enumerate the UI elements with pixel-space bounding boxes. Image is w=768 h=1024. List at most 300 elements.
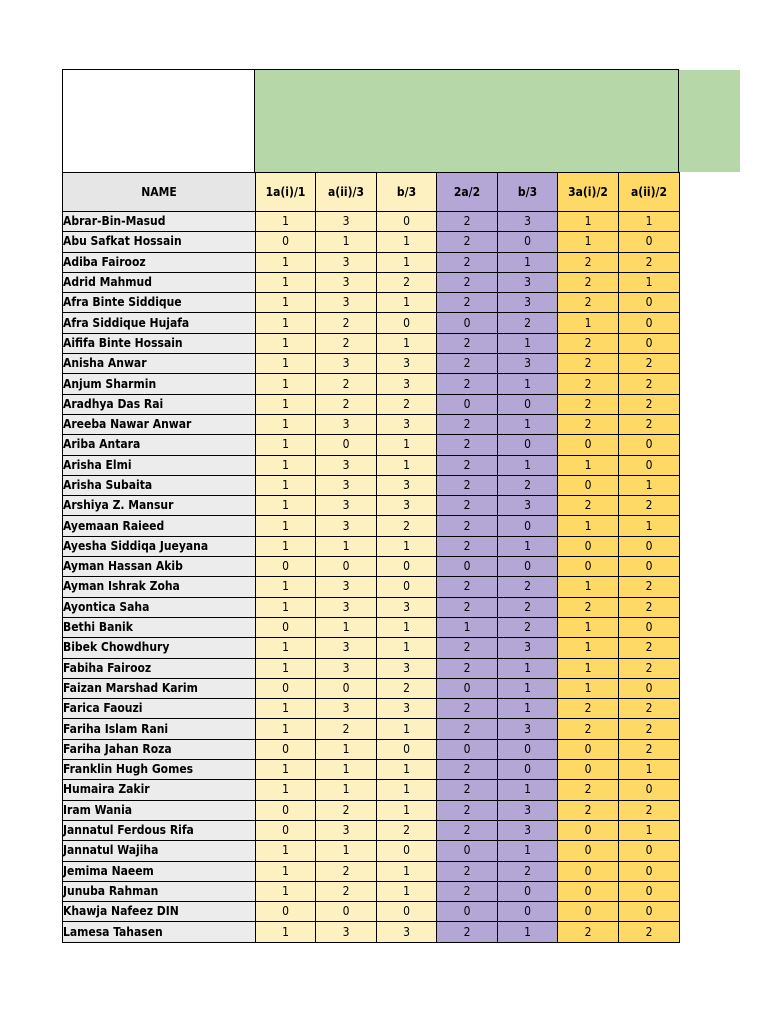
score-cell[interactable]: 0 [316,435,377,455]
score-cell[interactable]: 1 [256,496,316,516]
column-header-q1ai[interactable]: 1a(i)/1 [256,173,316,212]
score-cell[interactable]: 0 [619,678,680,698]
student-name-cell[interactable]: Afra Siddique Hujafa [63,313,256,333]
score-cell[interactable]: 1 [498,780,558,800]
score-cell[interactable]: 2 [437,861,498,881]
score-cell[interactable]: 2 [619,800,680,820]
score-cell[interactable]: 2 [437,820,498,840]
score-cell[interactable]: 3 [316,475,377,495]
score-cell[interactable]: 2 [437,272,498,292]
score-cell[interactable]: 2 [437,638,498,658]
score-cell[interactable]: 2 [437,455,498,475]
score-cell[interactable]: 3 [316,638,377,658]
score-cell[interactable]: 1 [256,516,316,536]
score-cell[interactable]: 0 [377,902,437,922]
score-cell[interactable]: 1 [377,333,437,353]
score-cell[interactable]: 3 [316,414,377,434]
score-cell[interactable]: 1 [256,414,316,434]
score-cell[interactable]: 3 [498,496,558,516]
score-cell[interactable]: 2 [619,699,680,719]
score-cell[interactable]: 0 [256,800,316,820]
score-cell[interactable]: 3 [316,293,377,313]
score-cell[interactable]: 3 [316,922,377,942]
score-cell[interactable]: 1 [256,597,316,617]
score-cell[interactable]: 1 [498,374,558,394]
column-header-q2a[interactable]: 2a/2 [437,173,498,212]
score-cell[interactable]: 0 [498,881,558,901]
score-cell[interactable]: 2 [377,394,437,414]
student-name-cell[interactable]: Lamesa Tahasen [63,922,256,942]
score-cell[interactable]: 2 [558,374,619,394]
score-cell[interactable]: 0 [619,313,680,333]
student-name-cell[interactable]: Fariha Jahan Roza [63,739,256,759]
score-cell[interactable]: 1 [498,658,558,678]
student-name-cell[interactable]: Iram Wania [63,800,256,820]
score-cell[interactable]: 1 [256,861,316,881]
score-cell[interactable]: 2 [619,496,680,516]
score-cell[interactable]: 3 [316,658,377,678]
score-cell[interactable]: 2 [316,881,377,901]
student-name-cell[interactable]: Ariba Antara [63,435,256,455]
score-cell[interactable]: 3 [377,374,437,394]
score-cell[interactable]: 0 [498,394,558,414]
score-cell[interactable]: 2 [437,658,498,678]
student-name-cell[interactable]: Aififa Binte Hossain [63,333,256,353]
student-name-cell[interactable]: Arisha Subaita [63,475,256,495]
score-cell[interactable]: 1 [256,272,316,292]
score-cell[interactable]: 0 [619,861,680,881]
score-cell[interactable]: 0 [256,232,316,252]
score-cell[interactable]: 3 [498,354,558,374]
student-name-cell[interactable]: Afra Binte Siddique [63,293,256,313]
score-cell[interactable]: 3 [498,272,558,292]
score-cell[interactable]: 2 [437,354,498,374]
table-row [63,394,680,414]
score-cell[interactable]: 2 [558,496,619,516]
score-cell[interactable]: 2 [619,658,680,678]
score-cell[interactable]: 2 [498,577,558,597]
score-cell[interactable]: 1 [256,699,316,719]
column-header-q3ai[interactable]: 3a(i)/2 [558,173,619,212]
score-cell[interactable]: 2 [558,719,619,739]
score-cell[interactable]: 1 [256,881,316,901]
score-cell[interactable]: 0 [256,557,316,577]
score-cell[interactable]: 0 [619,333,680,353]
score-cell[interactable]: 0 [619,455,680,475]
score-cell[interactable]: 0 [316,678,377,698]
score-cell[interactable]: 2 [498,861,558,881]
score-cell[interactable]: 2 [619,414,680,434]
student-name-cell[interactable]: Ayman Ishrak Zoha [63,577,256,597]
score-cell[interactable]: 0 [377,841,437,861]
score-cell[interactable]: 1 [498,841,558,861]
score-cell[interactable]: 0 [256,820,316,840]
score-cell[interactable]: 0 [316,557,377,577]
score-cell[interactable]: 3 [316,577,377,597]
score-cell[interactable]: 2 [437,881,498,901]
student-name-cell[interactable]: Humaira Zakir [63,780,256,800]
score-cell[interactable]: 2 [619,922,680,942]
score-cell[interactable]: 3 [316,272,377,292]
score-cell[interactable]: 0 [437,902,498,922]
student-name-cell[interactable]: Ayemaan Raieed [63,516,256,536]
student-name-cell[interactable]: Abrar-Bin-Masud [63,212,256,232]
score-cell[interactable]: 3 [377,658,437,678]
score-cell[interactable]: 1 [377,800,437,820]
score-cell[interactable]: 0 [619,780,680,800]
score-cell[interactable]: 2 [437,800,498,820]
score-cell[interactable]: 0 [377,212,437,232]
score-cell[interactable]: 1 [377,638,437,658]
score-cell[interactable]: 2 [437,597,498,617]
student-name-cell[interactable]: Abu Safkat Hossain [63,232,256,252]
score-cell[interactable]: 3 [377,597,437,617]
score-cell[interactable]: 2 [619,354,680,374]
score-cell[interactable]: 1 [256,354,316,374]
score-cell[interactable]: 2 [437,252,498,272]
student-name-cell[interactable]: Junuba Rahman [63,881,256,901]
score-cell[interactable]: 3 [498,719,558,739]
score-cell[interactable]: 2 [558,780,619,800]
score-cell[interactable]: 0 [437,394,498,414]
score-cell[interactable]: 3 [377,496,437,516]
score-cell[interactable]: 3 [316,516,377,536]
score-cell[interactable]: 2 [316,333,377,353]
score-cell[interactable]: 3 [316,212,377,232]
score-cell[interactable]: 2 [437,516,498,536]
score-cell[interactable]: 1 [256,536,316,556]
score-cell[interactable]: 2 [316,394,377,414]
score-cell[interactable]: 1 [558,455,619,475]
score-cell[interactable]: 3 [498,820,558,840]
score-cell[interactable]: 1 [256,252,316,272]
student-name-cell[interactable]: Jannatul Wajiha [63,841,256,861]
score-cell[interactable]: 1 [377,232,437,252]
score-cell[interactable]: 0 [377,557,437,577]
score-cell[interactable]: 1 [256,293,316,313]
student-name-cell[interactable]: Jannatul Ferdous Rifa [63,820,256,840]
score-cell[interactable]: 1 [377,780,437,800]
student-name-cell[interactable]: Arshiya Z. Mansur [63,496,256,516]
score-cell[interactable]: 2 [437,780,498,800]
score-cell[interactable]: 2 [619,719,680,739]
score-cell[interactable]: 0 [558,536,619,556]
student-name-cell[interactable]: Adiba Fairooz [63,252,256,272]
score-cell[interactable]: 2 [558,922,619,942]
score-cell[interactable]: 3 [498,638,558,658]
score-cell[interactable]: 2 [619,638,680,658]
score-cell[interactable]: 2 [558,272,619,292]
score-cell[interactable]: 0 [558,881,619,901]
score-cell[interactable]: 3 [498,293,558,313]
student-name-cell[interactable]: Fabiha Fairooz [63,658,256,678]
score-cell[interactable]: 1 [498,699,558,719]
score-cell[interactable]: 2 [437,414,498,434]
score-cell[interactable]: 1 [256,435,316,455]
score-cell[interactable]: 3 [377,475,437,495]
score-cell[interactable]: 2 [316,374,377,394]
score-cell[interactable]: 1 [256,638,316,658]
score-cell[interactable]: 3 [498,800,558,820]
score-cell[interactable]: 2 [558,354,619,374]
score-cell[interactable]: 1 [377,760,437,780]
score-cell[interactable]: 2 [377,272,437,292]
score-cell[interactable]: 1 [256,780,316,800]
score-cell[interactable]: 1 [256,922,316,942]
score-cell[interactable]: 2 [377,678,437,698]
score-cell[interactable]: 0 [558,841,619,861]
column-header-q3aii[interactable]: a(ii)/2 [619,173,680,212]
score-cell[interactable]: 1 [377,881,437,901]
score-cell[interactable]: 2 [558,414,619,434]
score-cell[interactable]: 3 [316,455,377,475]
column-header-q2b[interactable]: b/3 [498,173,558,212]
score-cell[interactable]: 0 [437,313,498,333]
score-cell[interactable]: 0 [558,861,619,881]
score-cell[interactable]: 2 [437,232,498,252]
score-cell[interactable]: 2 [316,861,377,881]
score-cell[interactable]: 0 [256,739,316,759]
score-cell[interactable]: 0 [619,536,680,556]
student-name-cell[interactable]: Jemima Naeem [63,861,256,881]
score-cell[interactable]: 1 [377,536,437,556]
score-cell[interactable]: 1 [437,617,498,637]
score-cell[interactable]: 1 [316,536,377,556]
score-cell[interactable]: 2 [437,475,498,495]
score-cell[interactable]: 3 [498,212,558,232]
score-cell[interactable]: 0 [498,902,558,922]
score-cell[interactable]: 1 [558,638,619,658]
score-cell[interactable]: 1 [498,414,558,434]
score-cell[interactable]: 1 [558,516,619,536]
student-name-cell[interactable]: Faizan Marshad Karim [63,678,256,698]
score-cell[interactable]: 2 [498,475,558,495]
score-cell[interactable]: 1 [316,739,377,759]
score-cell[interactable]: 2 [558,597,619,617]
score-cell[interactable]: 2 [558,800,619,820]
score-cell[interactable]: 0 [558,739,619,759]
score-cell[interactable]: 1 [256,475,316,495]
score-cell[interactable]: 0 [498,516,558,536]
score-cell[interactable]: 0 [558,820,619,840]
score-cell[interactable]: 0 [498,557,558,577]
score-cell[interactable]: 0 [558,557,619,577]
score-cell[interactable]: 3 [316,820,377,840]
score-cell[interactable]: 0 [619,557,680,577]
score-cell[interactable]: 2 [558,699,619,719]
score-cell[interactable]: 2 [619,597,680,617]
table-row [63,861,680,881]
score-cell[interactable]: 1 [256,658,316,678]
score-cell[interactable]: 2 [619,252,680,272]
score-cell[interactable]: 0 [558,760,619,780]
score-cell[interactable]: 1 [316,780,377,800]
score-cell[interactable]: 1 [316,617,377,637]
score-cell[interactable]: 1 [558,617,619,637]
score-cell[interactable]: 0 [498,435,558,455]
score-cell[interactable]: 0 [316,902,377,922]
score-cell[interactable]: 3 [316,496,377,516]
score-cell[interactable]: 1 [256,577,316,597]
student-name-cell[interactable]: Anjum Sharmin [63,374,256,394]
score-cell[interactable]: 3 [316,597,377,617]
score-cell[interactable]: 0 [619,617,680,637]
score-cell[interactable]: 1 [498,536,558,556]
score-cell[interactable]: 2 [619,394,680,414]
score-cell[interactable]: 2 [437,435,498,455]
score-cell[interactable]: 1 [619,820,680,840]
score-cell[interactable]: 2 [437,212,498,232]
score-cell[interactable]: 3 [377,354,437,374]
student-name-cell[interactable]: Arisha Elmi [63,455,256,475]
student-name-cell[interactable]: Bibek Chowdhury [63,638,256,658]
score-cell[interactable]: 1 [256,333,316,353]
score-cell[interactable]: 1 [256,374,316,394]
score-cell[interactable]: 1 [316,841,377,861]
score-cell[interactable]: 2 [316,719,377,739]
score-cell[interactable]: 1 [558,658,619,678]
score-cell[interactable]: 2 [498,313,558,333]
score-cell[interactable]: 0 [619,232,680,252]
student-name-cell[interactable]: Aradhya Das Rai [63,394,256,414]
column-header-q1b[interactable]: b/3 [377,173,437,212]
table-row [63,374,680,394]
score-cell[interactable]: 1 [619,516,680,536]
score-cell[interactable]: 1 [256,841,316,861]
score-cell[interactable]: 1 [256,394,316,414]
score-cell[interactable]: 2 [316,800,377,820]
score-cell[interactable]: 0 [619,881,680,901]
score-cell[interactable]: 1 [316,232,377,252]
score-cell[interactable]: 1 [316,760,377,780]
score-cell[interactable]: 3 [377,922,437,942]
score-cell[interactable]: 0 [619,293,680,313]
score-cell[interactable]: 0 [619,902,680,922]
student-name-cell[interactable]: Adrid Mahmud [63,272,256,292]
score-cell[interactable]: 0 [498,739,558,759]
score-cell[interactable]: 1 [498,922,558,942]
column-header-name[interactable]: NAME [63,173,256,212]
score-cell[interactable]: 0 [498,232,558,252]
score-cell[interactable]: 1 [377,719,437,739]
score-cell[interactable]: 0 [256,678,316,698]
table-row [63,414,680,434]
score-cell[interactable]: 0 [619,435,680,455]
score-cell[interactable]: 3 [316,699,377,719]
score-cell[interactable]: 3 [377,414,437,434]
score-cell[interactable]: 2 [558,394,619,414]
score-cell[interactable]: 1 [498,252,558,272]
student-name-cell[interactable]: Ayesha Siddiqa Jueyana [63,536,256,556]
score-cell[interactable]: 2 [437,293,498,313]
score-cell[interactable]: 1 [256,212,316,232]
score-cell[interactable]: 1 [256,719,316,739]
score-cell[interactable]: 2 [619,577,680,597]
score-cell[interactable]: 1 [377,252,437,272]
score-cell[interactable]: 1 [558,678,619,698]
score-cell[interactable]: 0 [377,739,437,759]
score-cell[interactable]: 1 [619,760,680,780]
score-cell[interactable]: 1 [377,435,437,455]
score-cell[interactable]: 2 [619,374,680,394]
score-cell[interactable]: 2 [437,922,498,942]
score-cell[interactable]: 0 [256,617,316,637]
column-header-q1aii[interactable]: a(ii)/3 [316,173,377,212]
score-cell[interactable]: 3 [316,354,377,374]
score-cell[interactable]: 1 [377,293,437,313]
student-name-cell[interactable]: Franklin Hugh Gomes [63,760,256,780]
score-cell[interactable]: 2 [437,577,498,597]
score-cell[interactable]: 2 [558,252,619,272]
score-cell[interactable]: 3 [316,252,377,272]
score-cell[interactable]: 1 [619,475,680,495]
score-cell[interactable]: 1 [558,232,619,252]
score-cell[interactable]: 2 [437,699,498,719]
student-name-cell[interactable]: Ayman Hassan Akib [63,557,256,577]
score-cell[interactable]: 2 [377,516,437,536]
score-cell[interactable]: 1 [498,678,558,698]
score-cell[interactable]: 2 [437,333,498,353]
score-cell[interactable]: 1 [377,617,437,637]
score-cell[interactable]: 2 [316,313,377,333]
score-cell[interactable]: 0 [558,902,619,922]
score-cell[interactable]: 2 [437,760,498,780]
score-cell[interactable]: 1 [256,455,316,475]
student-name-cell[interactable]: Bethi Banik [63,617,256,637]
score-cell[interactable]: 1 [558,313,619,333]
score-cell[interactable]: 2 [437,536,498,556]
score-cell[interactable]: 2 [498,597,558,617]
score-cell[interactable]: 0 [377,313,437,333]
score-cell[interactable]: 2 [437,374,498,394]
score-cell[interactable]: 1 [256,313,316,333]
score-cell[interactable]: 0 [437,557,498,577]
student-name-cell[interactable]: Anisha Anwar [63,354,256,374]
student-name-cell[interactable]: Fariha Islam Rani [63,719,256,739]
score-cell[interactable]: 0 [377,577,437,597]
score-cell[interactable]: 1 [619,212,680,232]
student-name-cell[interactable]: Areeba Nawar Anwar [63,414,256,434]
score-cell[interactable]: 1 [558,577,619,597]
score-cell[interactable]: 1 [498,333,558,353]
score-cell[interactable]: 1 [377,861,437,881]
student-name-cell[interactable]: Farica Faouzi [63,699,256,719]
score-cell[interactable]: 0 [437,678,498,698]
score-cell[interactable]: 0 [558,475,619,495]
score-cell[interactable]: 2 [619,739,680,759]
score-cell[interactable]: 1 [256,760,316,780]
score-cell[interactable]: 2 [377,820,437,840]
score-cell[interactable]: 2 [437,496,498,516]
score-cell[interactable]: 0 [498,760,558,780]
score-cell[interactable]: 0 [619,841,680,861]
student-name-cell[interactable]: Ayontica Saha [63,597,256,617]
score-cell[interactable]: 3 [377,699,437,719]
score-cell[interactable]: 0 [558,435,619,455]
score-cell[interactable]: 1 [498,455,558,475]
score-cell[interactable]: 2 [437,719,498,739]
score-cell[interactable]: 2 [558,293,619,313]
score-cell[interactable]: 1 [558,212,619,232]
score-cell[interactable]: 2 [558,333,619,353]
score-cell[interactable]: 0 [437,841,498,861]
score-cell[interactable]: 1 [377,455,437,475]
score-cell[interactable]: 1 [619,272,680,292]
student-name-cell[interactable]: Khawja Nafeez DIN [63,902,256,922]
score-cell[interactable]: 0 [437,739,498,759]
score-cell[interactable]: 0 [256,902,316,922]
score-cell[interactable]: 2 [498,617,558,637]
